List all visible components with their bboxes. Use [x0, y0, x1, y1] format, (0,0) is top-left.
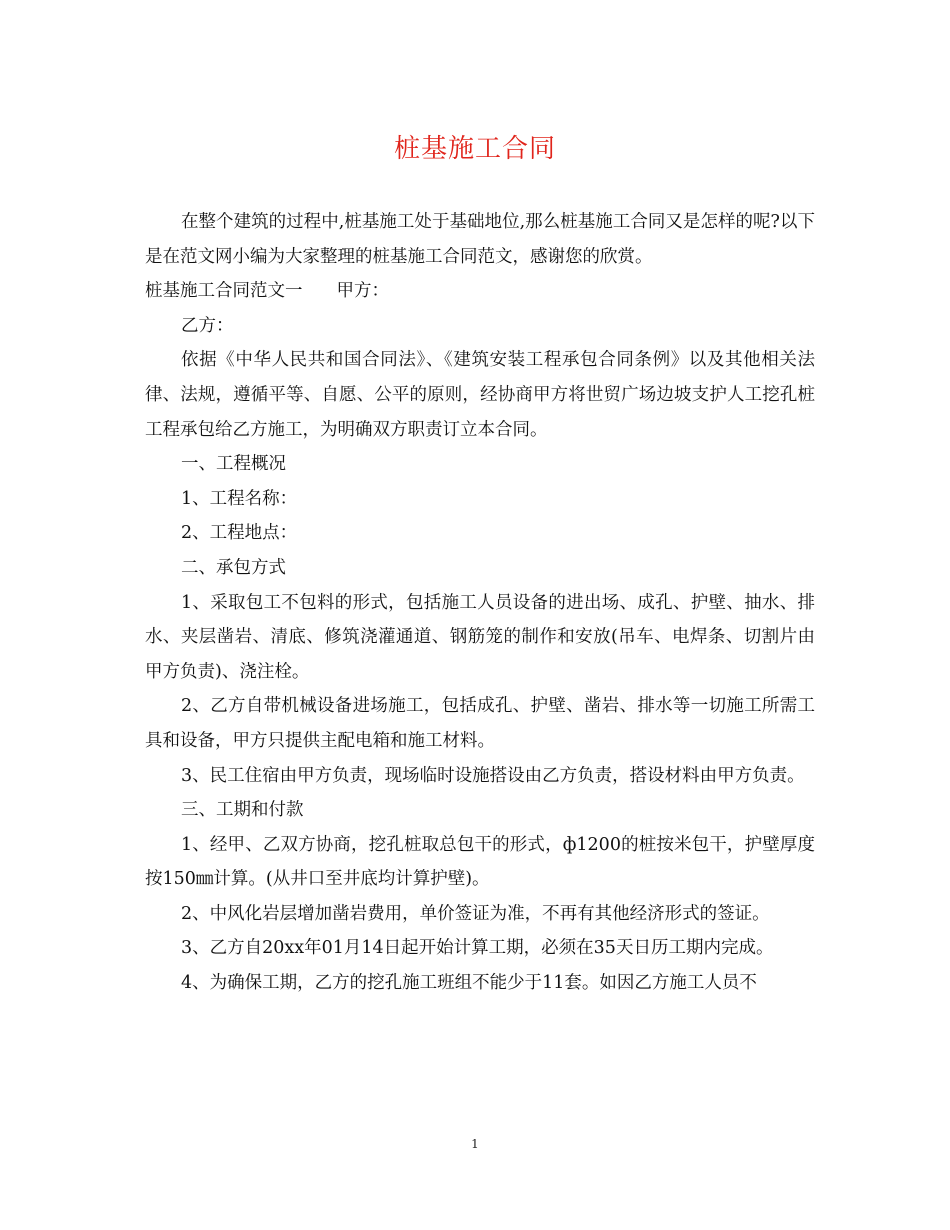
section-line-right: 甲方： — [336, 281, 389, 302]
heading-project-overview: 一、工程概况 — [181, 454, 286, 475]
paragraph-method-2: 2、乙方自带机械设备进场施工，包括成孔、护壁、凿岩、排水等一切施工所需工具和设备，甲方只提供主配电箱和施工材料。 — [145, 696, 815, 751]
paragraph-intro: 在整个建筑的过程中,桩基施工处于基础地位,那么桩基施工合同又是怎样的呢?以下是在范文网小编为大家整理的桩基施工合同范文，感谢您的欣赏。 — [145, 212, 815, 267]
paragraph-method-3: 3、民工住宿由甲方负责，现场临时设施搭设由乙方负责，搭设材料由甲方负责。 — [181, 765, 805, 786]
section-line — [145, 274, 815, 309]
paragraph-schedule-4: 4、为确保工期，乙方的挖孔施工班组不能少于11套。如因乙方施工人员不 — [181, 973, 757, 994]
document-body — [145, 205, 815, 1001]
paragraph-party-b: 乙方： — [181, 315, 234, 336]
document-title: 桩基施工合同 — [393, 134, 556, 164]
page-number: 1 — [471, 1137, 479, 1151]
paragraph-schedule-3: 3、乙方自20xx年01月14日起开始计算工期，必须在35天日历工期内完成。 — [181, 938, 774, 959]
paragraph-schedule-2: 2、中风化岩层增加凿岩费用，单价签证为准，不再有其他经济形式的签证。 — [181, 903, 770, 924]
paragraph-project-name: 1、工程名称： — [181, 488, 298, 509]
paragraph-project-location: 2、工程地点： — [181, 523, 298, 544]
paragraph-basis: 依据《中华人民共和国合同法》、《建筑安装工程承包合同条例》以及其他相关法律、法规，遵循平等、自愿、公平的原则，经协商甲方将世贸广场边坡支护人工挖孔桩工程承包给乙方施工，为明确双方职责订立本合同。 — [145, 350, 815, 440]
paragraph-method-1: 1、采取包工不包料的形式，包括施工人员设备的进出场、成孔、护壁、抽水、排水、夹层凿岩、清底、修筑浇灌通道、钢筋笼的制作和安放(吊车、电焊条、切割片由甲方负责)、浇注栓。 — [145, 592, 815, 682]
heading-schedule-payment: 三、工期和付款 — [181, 800, 304, 821]
heading-contract-method: 二、承包方式 — [181, 557, 286, 578]
paragraph-schedule-1: 1、经甲、乙双方协商，挖孔桩取总包干的形式，ф1200的桩按米包干，护壁厚度按150㎜计算。(从井口至井底均计算护壁)。 — [145, 834, 815, 890]
section-line-left: 桩基施工合同范文一 — [145, 281, 303, 302]
